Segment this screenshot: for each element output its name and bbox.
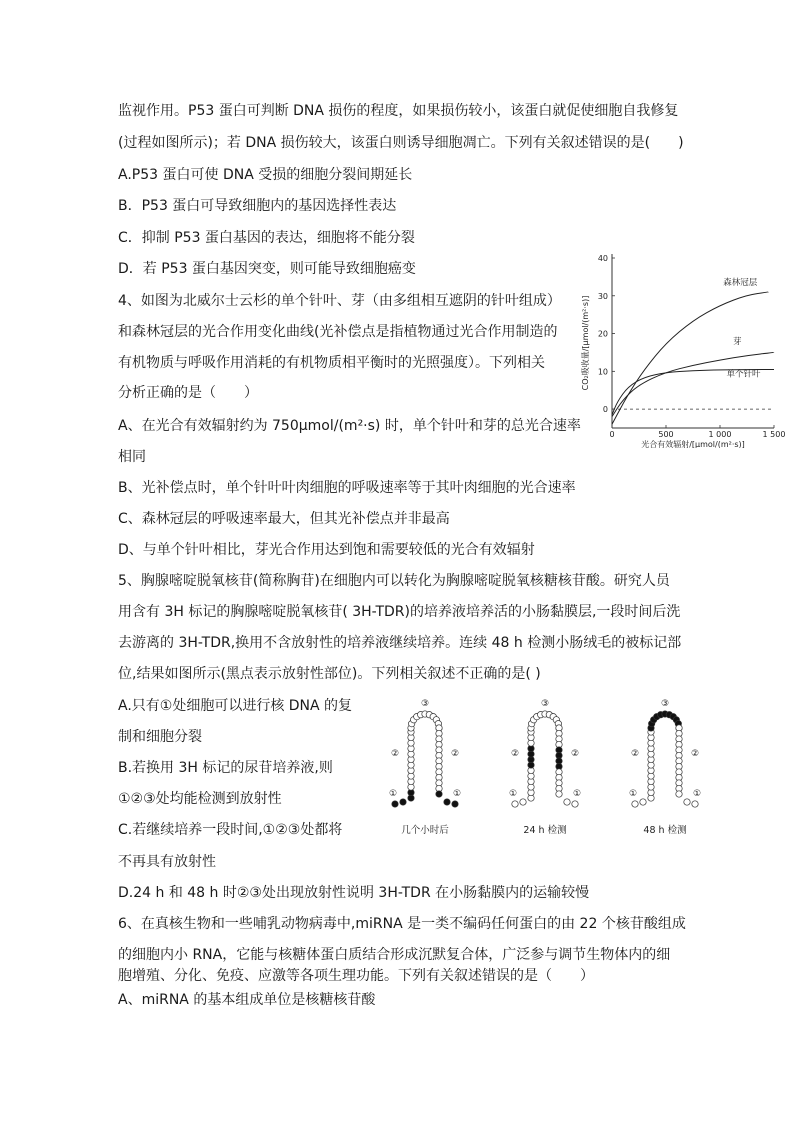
series-label: 森林冠层 — [723, 278, 758, 289]
text-line: 制和细胞分裂 — [118, 729, 202, 745]
text-line: 的细胞内小 RNA，它能与核糖体蛋白质结合形成沉默复合体，广泛参与调节生物体内的细 — [118, 947, 671, 963]
y-tick-label: 10 — [597, 367, 608, 377]
text-line: D.24 h 和 48 h 时②③处出现放射性说明 3H-TDR 在小肠黏膜内的运输较慢 — [118, 885, 590, 901]
text-line: 5、胸腺嘧啶脱氧核苷(简称胸苷)在细胞内可以转化为胸腺嘧啶脱氧核糖核苷酸。研究人员 — [118, 573, 670, 589]
text-line: ①②③处均能检测到放射性 — [118, 791, 282, 807]
text-line: 胞增殖、分化、免疫、应激等各项生理功能。下列有关叙述错误的是（ ） — [118, 968, 594, 984]
text-line: 4、如图为北威尔士云杉的单个针叶、芽（由多组相互遮阴的针叶组成） — [118, 293, 561, 309]
text-line: D、与单个针叶相比，芽光合作用达到饱和需要较低的光合有效辐射 — [118, 542, 535, 558]
text-line: 不再具有放射性 — [118, 854, 216, 870]
text-line: A.只有①处细胞可以进行核 DNA 的复 — [118, 698, 353, 714]
text-line: 有机物质与呼吸作用消耗的有机物质相平衡时的光照强度）。下列相关 — [118, 355, 545, 371]
y-tick-label: 40 — [597, 254, 608, 263]
cell-dot — [556, 791, 562, 797]
chart-labels — [580, 277, 761, 448]
panel-caption: 48 h 检测 — [643, 825, 687, 836]
x-tick-label: 1 000 — [708, 430, 732, 439]
marker-label: ② — [570, 749, 580, 759]
text-line: 6、在真核生物和一些哺乳动物病毒中,miRNA 是一类不编码任何蛋白的由 22 个核苷酸组成 — [118, 916, 686, 932]
text-line: 分析正确的是（ ） — [118, 385, 258, 401]
y-tick-label: 0 — [602, 405, 608, 415]
x-tick-label: 1 500 — [762, 430, 786, 439]
cell-dot — [436, 791, 442, 797]
marker-label: ② — [510, 749, 520, 759]
text-line: B．P53 蛋白可导致细胞内的基因选择性表达 — [118, 198, 397, 214]
text-line: A、miRNA 的基本组成单位是核糖核苷酸 — [118, 992, 376, 1008]
villus-panel — [389, 699, 461, 836]
marker-label: ② — [390, 749, 400, 759]
text-line: A、在光合有效辐射约为 750μmol/(m²·s) 时，单个针叶和芽的总光合速率 — [118, 418, 581, 434]
x-tick-label: 500 — [658, 430, 674, 439]
y-axis-label: CO₂吸收量/[μmol/(m²·s)] — [581, 295, 590, 391]
text-line: B、光补偿点时，单个针叶叶肉细胞的呼吸速率等于其叶肉细胞的光合速率 — [118, 480, 576, 496]
cell-dot — [572, 801, 578, 807]
marker-label: ① — [388, 789, 398, 799]
text-line: A.P53 蛋白可使 DNA 受损的细胞分裂间期延长 — [118, 167, 413, 183]
marker-label: ③ — [660, 699, 670, 709]
marker-label: ① — [572, 789, 582, 799]
y-tick-label: 20 — [597, 329, 608, 339]
marker-label: ② — [450, 749, 460, 759]
panel-caption: 24 h 检测 — [523, 825, 567, 836]
text-line: 和森林冠层的光合作用变化曲线(光补偿点是指植物通过光合作用制造的 — [118, 324, 558, 340]
text-line: 监视作用。P53 蛋白可判断 DNA 损伤的程度，如果损伤较小，该蛋白就促使细胞自我修复 — [118, 103, 679, 119]
text-line: (过程如图所示)；若 DNA 损伤较大，该蛋白则诱导细胞凋亡。下列有关叙述错误的是( ) — [118, 135, 684, 151]
series-label: 芽 — [732, 337, 742, 348]
chart-series — [612, 292, 774, 424]
series-label: 单个针叶 — [726, 369, 761, 380]
marker-label: ① — [452, 789, 462, 799]
villi-figure — [380, 698, 710, 843]
photosynthesis-chart — [578, 248, 788, 448]
series-line — [612, 292, 769, 424]
cell-dot — [512, 801, 518, 807]
cell-dot — [444, 799, 450, 805]
x-tick-label: 0 — [609, 430, 615, 439]
y-tick-label: 30 — [597, 291, 608, 301]
cell-dot — [452, 801, 458, 807]
chart-ticks — [598, 254, 786, 439]
cell-dot — [392, 801, 398, 807]
marker-label: ② — [690, 749, 700, 759]
text-line: 去游离的 3H-TDR,换用不含放射性的培养液继续培养。连续 48 h 检测小肠绒毛的被标记部 — [118, 635, 682, 651]
text-line: C、森林冠层的呼吸速率最大，但其光补偿点并非最高 — [118, 511, 450, 527]
text-line: 用含有 3H 标记的胸腺嘧啶脱氧核苷( 3H-TDR)的培养液培养活的小肠黏膜层,一段时间后洗 — [118, 604, 681, 620]
text-line: C．抑制 P53 蛋白基因的表达，细胞将不能分裂 — [118, 230, 415, 246]
cell-dot — [520, 799, 526, 805]
marker-label: ③ — [540, 699, 550, 709]
cell-dot — [400, 799, 406, 805]
marker-label: ① — [628, 789, 638, 799]
marker-label: ② — [630, 749, 640, 759]
marker-label: ① — [692, 789, 702, 799]
cell-dot — [684, 799, 690, 805]
marker-label: ③ — [420, 699, 430, 709]
series-line — [612, 352, 774, 416]
cell-dot — [676, 791, 682, 797]
cell-dot — [640, 799, 646, 805]
text-line: C.若继续培养一段时间,①②③处都将 — [118, 822, 343, 838]
cell-dot — [564, 799, 570, 805]
cell-dot — [632, 801, 638, 807]
text-line: 位,结果如图所示(黑点表示放射性部位)。下列相关叙述不正确的是( ) — [118, 666, 541, 682]
text-line: D．若 P53 蛋白基因突变，则可能导致细胞癌变 — [118, 261, 416, 277]
panel-caption: 几个小时后 — [401, 825, 449, 836]
text-line: B.若换用 3H 标记的尿苷培养液,则 — [118, 760, 333, 776]
villus-panel — [629, 699, 701, 836]
cell-dot — [692, 801, 698, 807]
marker-label: ① — [508, 789, 518, 799]
x-axis-label: 光合有效辐射/[μmol/(m²·s)] — [641, 440, 745, 448]
villus-panel — [509, 699, 581, 836]
text-line: 相同 — [118, 449, 146, 465]
